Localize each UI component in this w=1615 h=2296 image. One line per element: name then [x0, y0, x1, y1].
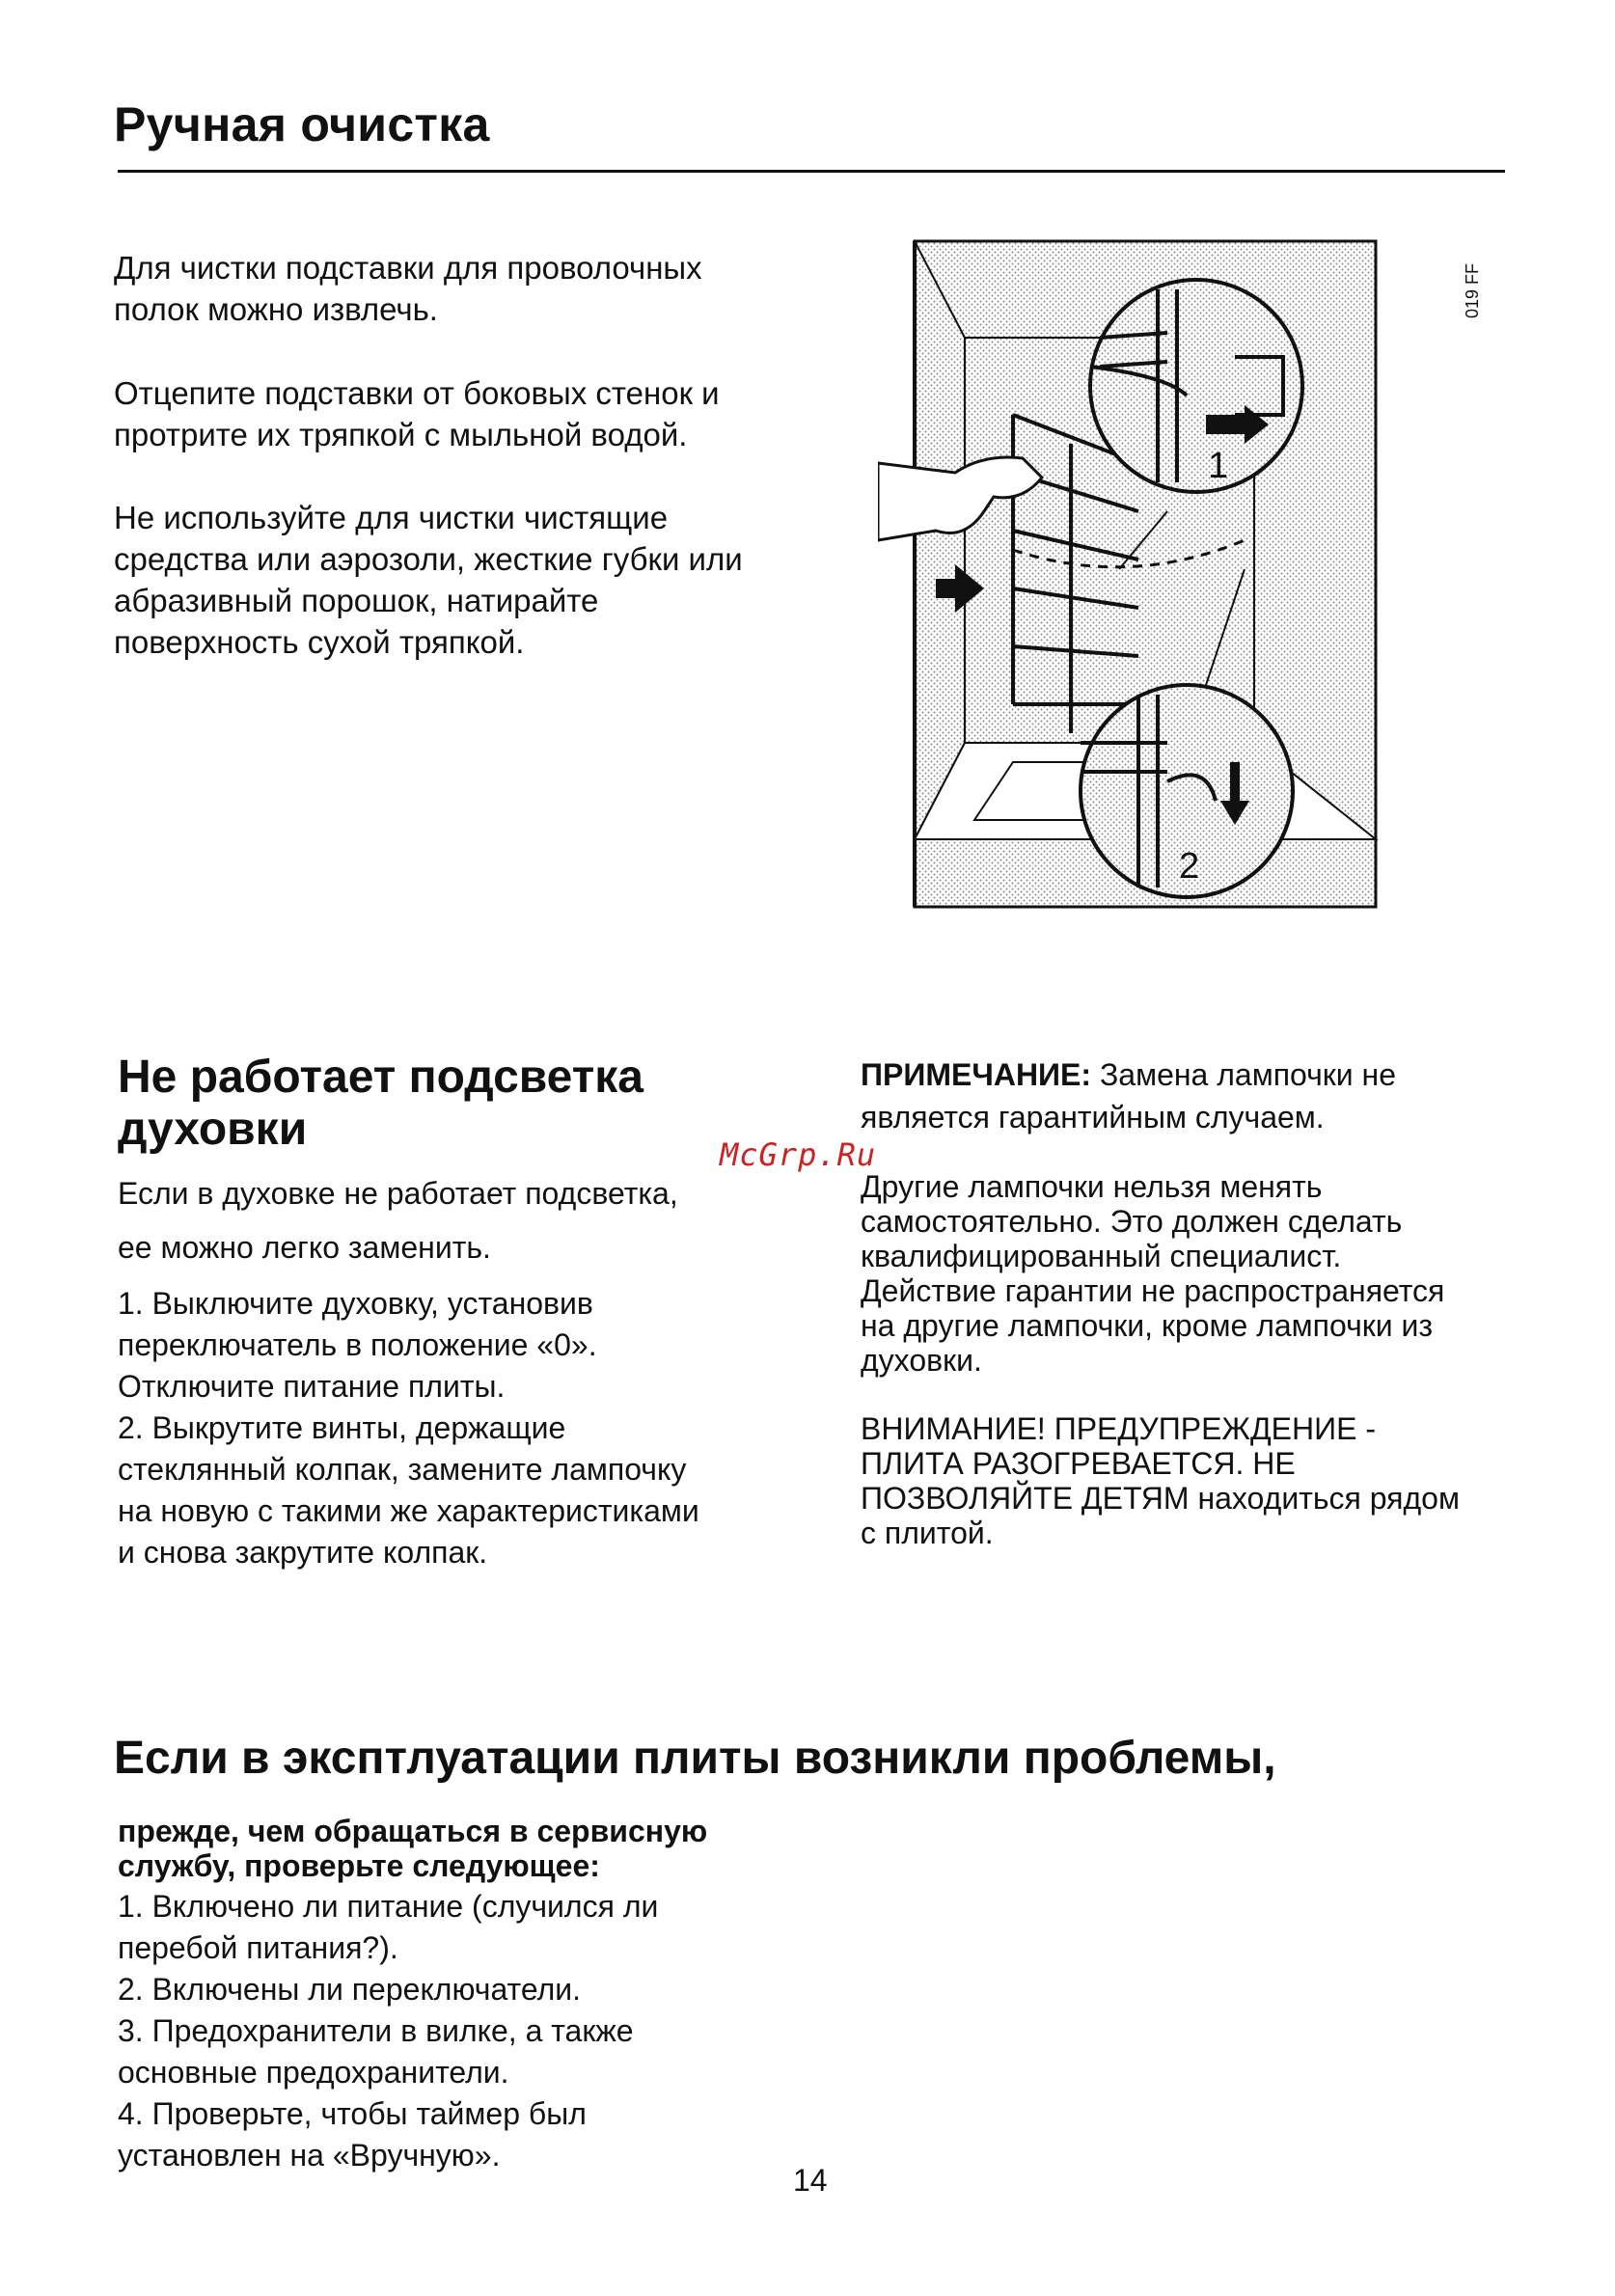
paragraph-cleaning-warning: Не используйте для чистки чистящие средства или аэрозоли, жесткие губки или абразивный порошок, натирайте поверхность сухой тряпкой. [114, 500, 743, 660]
paragraph-remove-supports: Для чистки подставки для проволочных полок можно извлечь. [114, 250, 702, 327]
figure-callout-1: 1 [1208, 446, 1229, 486]
figure-code: 019 FF [1463, 262, 1482, 318]
figure-callout-2: 2 [1179, 846, 1200, 887]
section-title-oven-light: Не работает подсветка духовки [118, 1052, 643, 1155]
list-troubleshooting-checks: 1. Включено ли питание (случился ли перебой питания?). 2. Включены ли переключатели. 3. Предохранители в вилке, а также основные предохранители. 4. Проверьте, чтобы таймер был установлен на «Вручную». [118, 1889, 659, 2173]
paragraph-warning-hot: ВНИМАНИЕ! ПРЕДУПРЕЖДЕНИЕ - ПЛИТА РАЗОГРЕВАЕТСЯ. НЕ ПОЗВОЛЯЙТЕ ДЕТЯМ находиться рядом с плитой. [861, 1411, 1460, 1550]
troubleshooting-subtitle: прежде, чем обращаться в сервисную службу, проверьте следующее: [118, 1814, 708, 1883]
paragraph-other-lamps: Другие лампочки нельзя менять самостоятельно. Это должен сделать квалифицированный специалист. Действие гарантии не распространяется на другие лампочки, кроме лампочки из духовки. [861, 1169, 1445, 1378]
section-title-troubleshooting: Если в эксптлуатации плиты возникли проблемы, [114, 1733, 1276, 1784]
paragraph-light-intro: Если в духовке не работает подсветка, ее можно легко заменить. [118, 1176, 678, 1265]
note-label: ПРИМЕЧАНИЕ: [861, 1057, 1092, 1092]
title-divider [118, 170, 1505, 173]
paragraph-unhook-supports: Отцепите подставки от боковых стенок и протрите их тряпкой с мыльной водой. [114, 375, 720, 452]
page-number: 14 [793, 2163, 828, 2198]
oven-shelf-support-illustration [878, 222, 1418, 916]
list-lamp-replacement-steps: 1. Выключите духовку, установив переключатель в положение «0». Отключите питание плиты. 2. Выкрутите винты, держащие стеклянный колпак, замените лампочку на новую с такими же характеристиками и снова закрутите колпак. [118, 1286, 699, 1570]
note-warranty: ПРИМЕЧАНИЕ: Замена лампочки не является гарантийным случаем. [861, 1057, 1397, 1134]
section-title-manual-cleaning: Ручная очистка [114, 97, 490, 151]
watermark: McGrp.Ru [720, 1136, 877, 1173]
